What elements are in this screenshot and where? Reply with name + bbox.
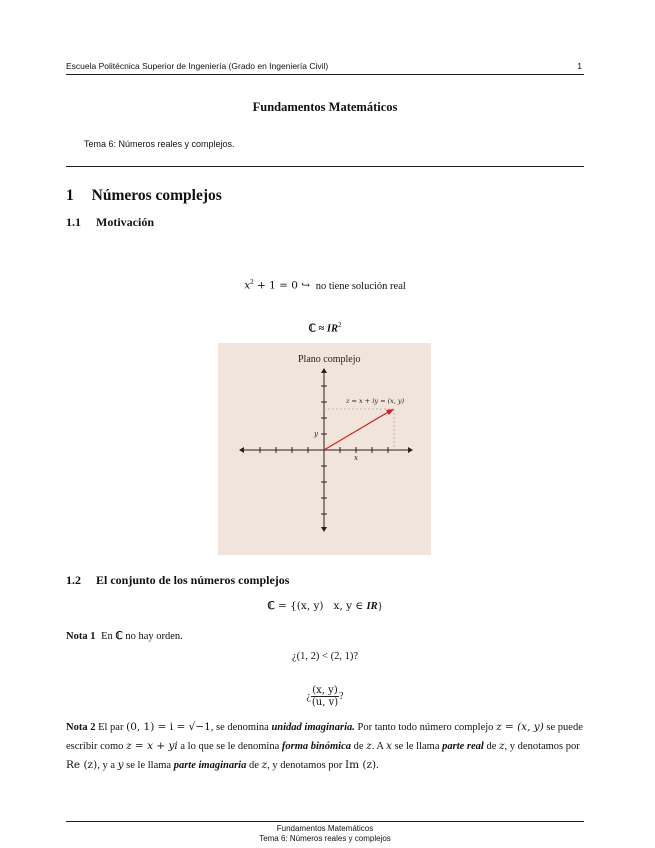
- y-label: y: [314, 430, 318, 438]
- point-label: z = x + iy = (x, y): [346, 397, 405, 405]
- nota-2-math: z: [261, 759, 268, 771]
- eq2-exponent: 2: [337, 321, 342, 329]
- document-title: Fundamentos Matemáticos: [252, 100, 398, 114]
- nota-2-text: . A: [371, 741, 387, 752]
- section-heading: [66, 187, 222, 205]
- nota-2-label: Nota 2: [66, 722, 96, 733]
- complex-vector: [324, 411, 390, 450]
- y-axis-arrow-down: [321, 527, 327, 532]
- header-left-text: Escuela Politécnica Superior de Ingeniería (Grado en Ingeniería Civil): [66, 61, 329, 71]
- q2-numerator: (x, y): [312, 685, 338, 696]
- nota-2-math: x: [386, 740, 392, 752]
- x-axis-arrow-left: [239, 447, 244, 453]
- subsection-number: 1.1: [66, 215, 81, 229]
- nota-2-math: z: [498, 740, 505, 752]
- subsection-heading-2: [66, 573, 289, 588]
- figure-title: Plano complejo: [298, 354, 361, 365]
- eq1-exponent: 2: [250, 278, 254, 286]
- nota-2-text: de: [483, 741, 499, 752]
- eq1-text: no tiene solución real: [315, 280, 406, 292]
- nota-1-question-1: ¿(1, 2) < (2, 1)?: [292, 651, 358, 662]
- page-number: 1: [577, 61, 582, 71]
- q2-denominator: (u, v): [311, 697, 339, 708]
- nota-2-math: Im (z): [344, 759, 377, 771]
- equation-no-real-solution: [66, 278, 584, 292]
- nota-2-math: z = (x, y): [496, 721, 544, 733]
- q2-open: ¿: [306, 690, 311, 702]
- set-real-symbol: IR: [366, 601, 378, 612]
- nota-2-text: , y denotamos por: [267, 760, 345, 771]
- nota-2-math: z: [366, 740, 372, 752]
- nota-2-text: se le llama: [123, 760, 174, 771]
- nota-2-math: y: [117, 759, 124, 771]
- subsection-title-2: El conjunto de los números complejos: [96, 573, 290, 587]
- footer: [66, 824, 584, 844]
- set-definition: [66, 600, 584, 612]
- nota-2-text: se le llama: [391, 741, 443, 752]
- subsection-heading: [66, 215, 154, 230]
- set-close-brace: }: [377, 601, 383, 612]
- running-header: [66, 61, 584, 71]
- topic-line: Tema 6: Números reales y complejos.: [84, 139, 235, 149]
- eq1-variable: x: [244, 279, 251, 292]
- footer-rule: [66, 821, 584, 822]
- eq2-real-symbol: IR: [326, 323, 338, 335]
- subsection-title: Motivación: [96, 215, 154, 229]
- section-number: 1: [66, 187, 74, 204]
- nota-1-text-a: En: [101, 631, 116, 642]
- complex-vector-arrowhead: [386, 409, 394, 415]
- eq1-rest: + 1 = 0 ↪: [253, 279, 311, 292]
- eq2-complex-symbol: ℂ ≈: [308, 323, 327, 335]
- term-forma-binomica: forma binómica: [281, 741, 351, 752]
- equation-c-approx-r2: [66, 321, 584, 335]
- nota-2-text: de: [351, 741, 367, 752]
- term-unidad-imaginaria: unidad imaginaria.: [271, 722, 355, 733]
- term-parte-real: parte real: [442, 741, 484, 752]
- title-rule: [66, 166, 584, 167]
- nota-2-math: (0, 1) = i = √−1: [126, 721, 211, 733]
- q2-close: ?: [339, 690, 344, 702]
- complex-plane-svg: [218, 343, 431, 555]
- nota-2-text: .: [376, 760, 379, 771]
- nota-2-text: a lo que se le denomina: [177, 741, 282, 752]
- complex-plane-figure: [218, 343, 431, 555]
- section-title: Números complejos: [91, 187, 222, 204]
- nota-2-text: , se denomina: [210, 722, 272, 733]
- q2-fraction: [311, 685, 339, 708]
- header-rule: [66, 74, 584, 75]
- nota-2-text: , y denotamos por: [504, 741, 580, 752]
- nota-1-text-b: no hay orden.: [122, 631, 183, 642]
- x-label: x: [354, 454, 358, 462]
- set-body: = {(x, y) x, y ∈: [274, 600, 367, 612]
- x-axis-arrow-right: [408, 447, 413, 453]
- nota-2-text: , y a: [97, 760, 118, 771]
- nota-2-text: se puede escribir como: [66, 722, 583, 752]
- nota-2: [66, 718, 586, 775]
- y-axis-arrow-up: [321, 368, 327, 373]
- term-parte-imaginaria: parte imaginaria: [173, 760, 247, 771]
- nota-2-math: z = x + yi: [126, 740, 178, 752]
- nota-2-text: de: [246, 760, 262, 771]
- nota-1-complex-symbol: ℂ: [115, 631, 123, 642]
- footer-line-1: Fundamentos Matemáticos: [276, 824, 374, 833]
- subsection-number-2: 1.2: [66, 573, 81, 587]
- nota-1-question-2: [66, 685, 584, 708]
- nota-2-text: Por tanto todo número complejo: [354, 722, 497, 733]
- nota-1-label: Nota 1: [66, 631, 96, 642]
- nota-2-math: Re (z): [66, 759, 98, 771]
- footer-line-2: Tema 6: Números reales y complejos: [259, 834, 391, 843]
- set-complex-symbol: ℂ: [267, 601, 275, 612]
- nota-2-text: El par: [98, 722, 127, 733]
- nota-1: [66, 630, 183, 642]
